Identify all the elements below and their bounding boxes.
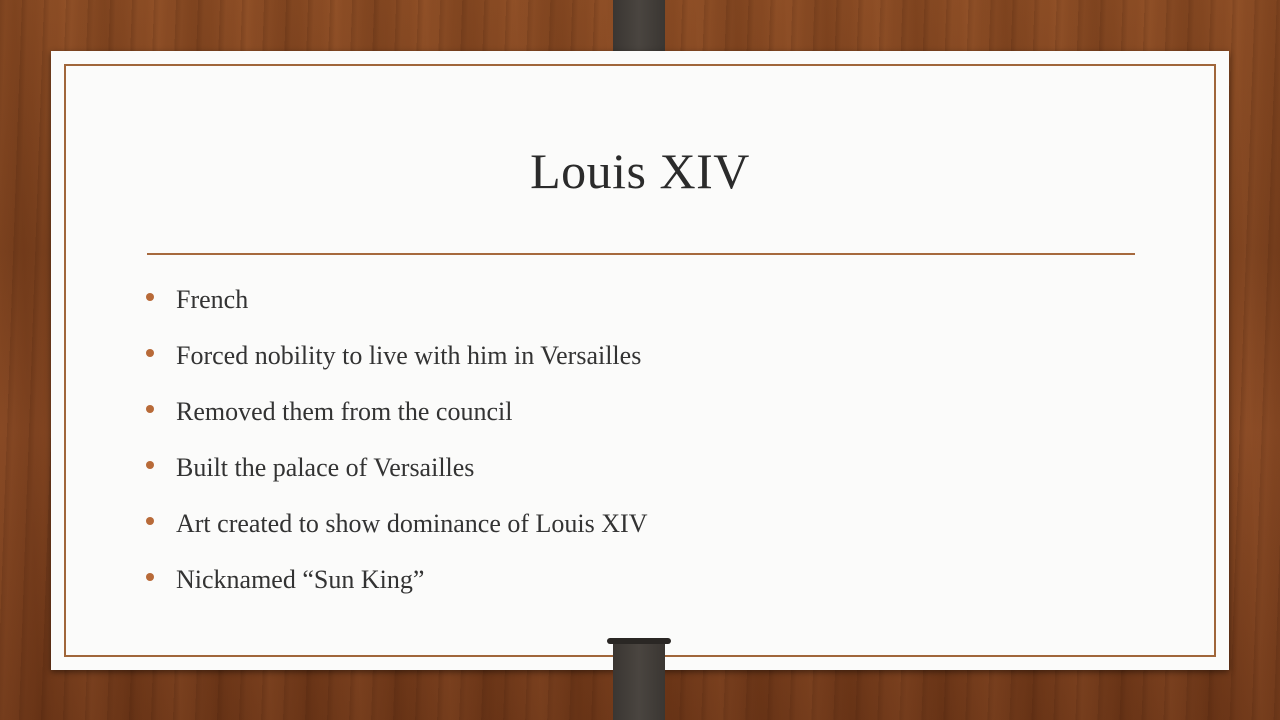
bullet-dot-icon — [146, 349, 154, 357]
bullet-text: Art created to show dominance of Louis XIV — [176, 509, 648, 538]
bullet-item — [146, 272, 647, 328]
bullet-text: Forced nobility to live with him in Versailles — [176, 341, 642, 370]
slide-title: Louis XIV — [530, 143, 750, 199]
bullet-dot-icon — [146, 461, 154, 469]
bullet-list — [146, 272, 647, 608]
bullet-dot-icon — [146, 517, 154, 525]
bullet-text: Nicknamed “Sun King” — [176, 565, 425, 594]
bullet-text: Removed them from the council — [176, 397, 513, 426]
bullet-item — [146, 440, 647, 496]
bullet-item — [146, 496, 647, 552]
bottom-binder-clip — [613, 641, 665, 720]
bullet-text: French — [176, 285, 249, 314]
bullet-dot-icon — [146, 573, 154, 581]
bullet-item — [146, 328, 647, 384]
bullet-item — [146, 552, 647, 608]
bottom-clip-cap — [607, 638, 671, 644]
bullet-dot-icon — [146, 293, 154, 301]
title-divider — [147, 253, 1135, 255]
bullet-text: Built the palace of Versailles — [176, 453, 475, 482]
bullet-item — [146, 384, 647, 440]
bullet-dot-icon — [146, 405, 154, 413]
